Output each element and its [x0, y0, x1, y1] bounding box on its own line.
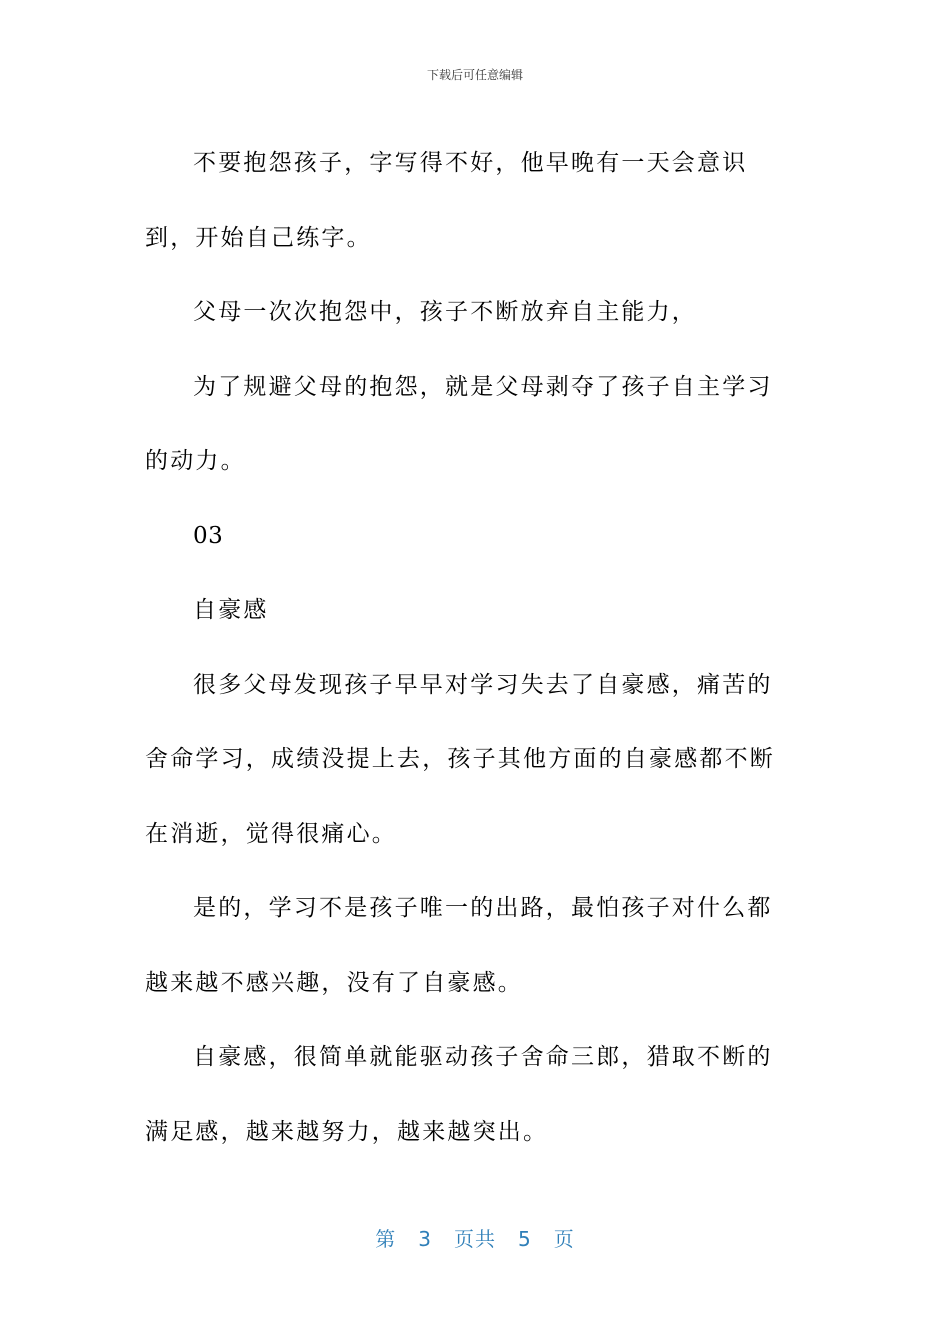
- section-number: 03: [193, 522, 224, 549]
- header-note: 下载后可任意编辑: [426, 68, 523, 82]
- paragraph-not-only-path: 是的，学习不是孩子唯一的出路，最怕孩子对什么都越来越不感兴趣，没有了自豪感。: [145, 895, 773, 996]
- paragraph-pride-drives: 自豪感，很简单就能驱动孩子舍命三郎，猎取不断的满足感，越来越努力，越来越突出。: [145, 1044, 773, 1145]
- footer-prefix: 第: [375, 1227, 397, 1251]
- paragraph-autonomy-loss: 父母一次次抱怨中，孩子不断放弃自主能力，: [193, 299, 697, 325]
- paragraph-lost-pride: 很多父母发现孩子早早对学习失去了自豪感，痛苦的舍命学习，成绩没提上去，孩子其他方面的自豪感都不断在消逝，觉得很痛心。: [145, 671, 775, 847]
- document-body: [145, 126, 795, 1169]
- paragraph-learning-motivation: 为了规避父母的抱怨，就是父母剥夺了孩子自主学习的动力。: [145, 373, 773, 474]
- footer-suffix: 页: [553, 1227, 575, 1251]
- footer-middle: 页共: [454, 1227, 496, 1251]
- footer-current-page: 3: [418, 1227, 432, 1251]
- footer-total-pages: 5: [518, 1227, 532, 1251]
- section-heading: 自豪感: [193, 597, 269, 623]
- paragraph-complain-handwriting: 不要抱怨孩子，字写得不好，他早晚有一天会意识到，开始自己练字。: [145, 150, 748, 251]
- page-number-footer: [0, 1226, 950, 1252]
